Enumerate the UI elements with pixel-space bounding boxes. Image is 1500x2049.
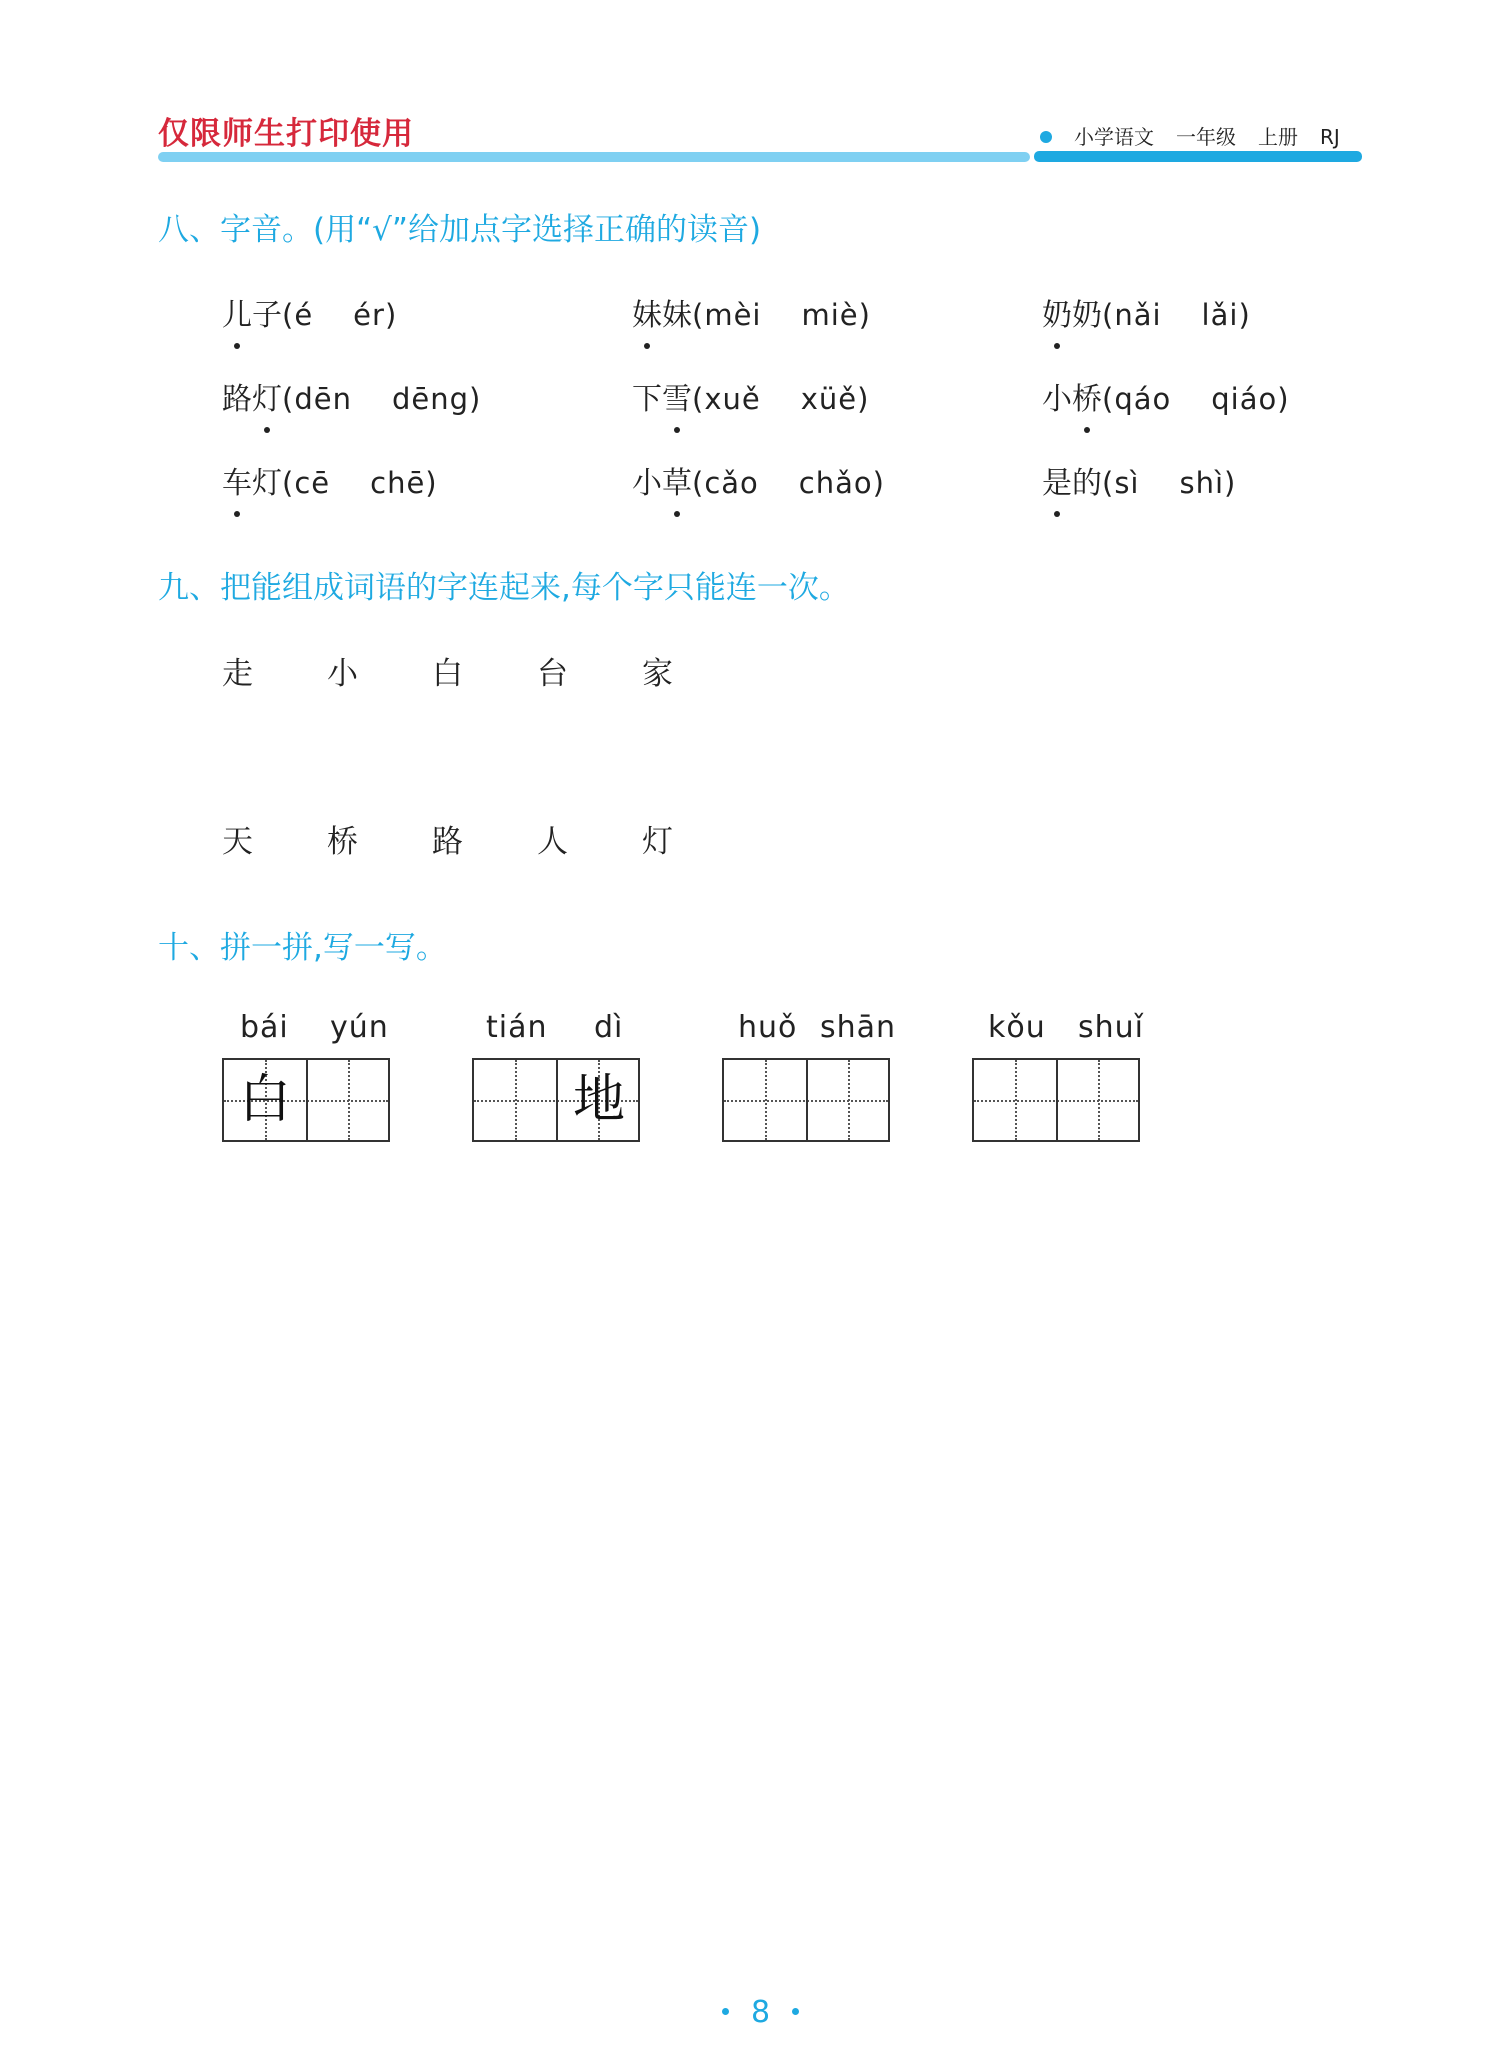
pinyin-option-2[interactable]: lǎi — [1201, 298, 1239, 332]
pinyin-option-1[interactable]: cē — [294, 466, 331, 500]
word-char-2: 妹 — [662, 298, 692, 333]
pinyin-option-2[interactable]: shì — [1179, 466, 1225, 500]
word-char-2: 的 — [1072, 466, 1102, 501]
word-char-1: 是 — [1042, 466, 1072, 501]
pinyin-syllable-2: yún — [330, 1010, 389, 1045]
link-char-top[interactable]: 台 — [537, 656, 568, 692]
edition-label: RJ — [1320, 125, 1340, 149]
volume-label: 上册 — [1258, 125, 1298, 149]
link-char-top[interactable]: 走 — [222, 656, 253, 692]
pinyin-syllable-2: shān — [820, 1010, 897, 1045]
pinyin-syllable-2: shuǐ — [1078, 1010, 1144, 1045]
pinyin-option-2[interactable]: xüě — [800, 382, 858, 416]
pinyin-option-2[interactable]: chē — [370, 466, 426, 500]
word-char-2: 奶 — [1072, 298, 1102, 333]
writing-grid — [972, 1058, 1140, 1142]
pinyin-option-2[interactable]: miè — [801, 298, 859, 332]
writing-grid — [222, 1058, 390, 1142]
print-notice: 仅限师生打印使用 — [158, 116, 414, 152]
subject-label: 小学语文 — [1074, 125, 1154, 149]
grade-label: 一年级 — [1176, 125, 1236, 149]
bullet-dot-icon — [722, 2008, 729, 2015]
word-char-1: 小 — [1042, 382, 1072, 417]
pinyin-choice-item: 是 的(sì shì) — [1042, 458, 1236, 502]
word-char-2: 雪 — [662, 382, 692, 417]
link-char-bottom[interactable]: 灯 — [642, 824, 673, 860]
pinyin-choice-item: 小桥 (qáo qiáo) — [1042, 374, 1290, 418]
emphasis-dot-icon — [234, 511, 240, 517]
pinyin-option-2[interactable]: chǎo — [798, 466, 873, 500]
bullet-dot-icon — [1040, 131, 1052, 143]
word-char-2: 草 — [662, 466, 692, 501]
pinyin-option-1[interactable]: cǎo — [704, 466, 759, 500]
grid-char-1[interactable]: 白 — [238, 1070, 291, 1130]
pinyin-option-1[interactable]: qáo — [1114, 382, 1172, 416]
pinyin-syllable-1: tián — [486, 1010, 548, 1045]
section8-title: 八、字音。(用“√”给加点字选择正确的读音) — [158, 212, 762, 248]
pinyin-choice-item: 车 灯(cē chē) — [222, 458, 438, 502]
link-char-top[interactable]: 小 — [327, 656, 358, 692]
pinyin-syllable-2: dì — [594, 1010, 624, 1045]
word-char-1: 小 — [632, 466, 662, 501]
emphasis-dot-icon — [674, 511, 680, 517]
word-char-1: 奶 — [1042, 298, 1072, 333]
emphasis-dot-icon — [1054, 511, 1060, 517]
pinyin-option-1[interactable]: xuě — [704, 382, 761, 416]
pinyin-syllable-1: huǒ — [738, 1010, 798, 1045]
pinyin-syllable-1: bái — [240, 1010, 289, 1045]
word-char-1: 儿 — [222, 298, 252, 333]
emphasis-dot-icon — [674, 427, 680, 433]
pinyin-option-1[interactable]: sì — [1114, 466, 1140, 500]
link-char-bottom[interactable]: 人 — [537, 824, 568, 860]
word-char-2: 桥 — [1072, 382, 1102, 417]
pinyin-option-2[interactable]: ér — [353, 298, 385, 332]
word-char-2: 灯 — [252, 382, 282, 417]
pinyin-option-2[interactable]: dēng — [391, 382, 470, 416]
pinyin-option-1[interactable]: dēn — [294, 382, 352, 416]
word-char-2: 灯 — [252, 466, 282, 501]
pinyin-option-1[interactable]: mèi — [704, 298, 762, 332]
link-char-top[interactable]: 白 — [432, 656, 463, 692]
pinyin-syllable-1: kǒu — [988, 1010, 1046, 1045]
link-char-top[interactable]: 家 — [642, 656, 673, 692]
pinyin-choice-item: 下雪 (xuě xüě) — [632, 374, 869, 418]
book-info — [1040, 121, 1340, 150]
pinyin-option-1[interactable]: nǎi — [1114, 298, 1162, 332]
page-number-value: 8 — [751, 1995, 771, 2030]
pinyin-choice-item: 路灯 (dēn dēng) — [222, 374, 481, 418]
pinyin-choice-item: 妹 妹(mèi miè) — [632, 290, 871, 334]
word-char-1: 路 — [222, 382, 252, 417]
pinyin-choice-item: 小草 (cǎo chǎo) — [632, 458, 885, 502]
link-char-bottom[interactable]: 路 — [432, 824, 463, 860]
emphasis-dot-icon — [1084, 427, 1090, 433]
link-char-bottom[interactable]: 桥 — [327, 824, 358, 860]
section9-title: 九、把能组成词语的字连起来,每个字只能连一次。 — [158, 570, 850, 606]
pinyin-choice-item: 奶 奶(nǎi lǎi) — [1042, 290, 1251, 334]
page-number — [700, 1995, 821, 2030]
word-char-1: 妹 — [632, 298, 662, 333]
grid-char-2[interactable]: 地 — [572, 1070, 625, 1130]
word-char-2: 子 — [252, 298, 282, 333]
writing-grid — [472, 1058, 640, 1142]
pinyin-option-1[interactable]: é — [294, 298, 314, 332]
header-divider-dark — [1034, 151, 1362, 162]
emphasis-dot-icon — [1054, 343, 1060, 349]
section10-title: 十、拼一拼,写一写。 — [158, 930, 447, 966]
word-char-1: 车 — [222, 466, 252, 501]
pinyin-option-2[interactable]: qiáo — [1211, 382, 1278, 416]
pinyin-choice-item: 儿 子(é ér) — [222, 290, 397, 334]
link-char-bottom[interactable]: 天 — [222, 824, 253, 860]
emphasis-dot-icon — [234, 343, 240, 349]
emphasis-dot-icon — [644, 343, 650, 349]
word-char-1: 下 — [632, 382, 662, 417]
emphasis-dot-icon — [264, 427, 270, 433]
bullet-dot-icon — [792, 2008, 799, 2015]
header-divider-light — [158, 152, 1030, 162]
writing-grid — [722, 1058, 890, 1142]
